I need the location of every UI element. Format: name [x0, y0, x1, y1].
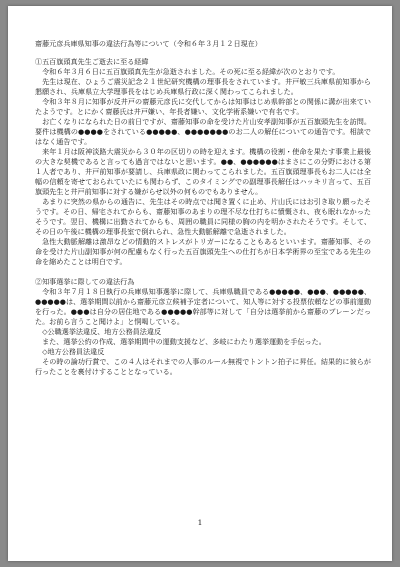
law-violation-heading-1: ◇公職選挙法違反、地方公務員法違反	[42, 327, 162, 336]
section-1-paragraph: あまりに突然の県からの通告に、先生はその時点では聞き置くに止め、片山氏にはお引き取り願ったそうです。その日、帰宅されてからも、齋藤知事のあまりの理不尽な仕打ちに憤慨され、夜も眠れなかったそうです。翌日、機構に出勤されてからも、周囲の職員に同様の胸の内を明かされたそうです。そして、その日の午後に機構の理事長室で倒れられ、急性大動脈解離で急逝されました。	[35, 197, 371, 236]
section-1-paragraph: 令和３年８月に知事が反井戸の齋藤元彦氏に交代してからは知事はじめ県幹部との関係に溝が出来ていたようです。とにかく齋藤氏は井戸嫌い、年長者嫌い、文化学術系嫌いで有名です。	[35, 97, 371, 116]
section-1-paragraph: お亡くなりになられた日の前日ですが、齋藤知事の命を受けた片山安孝副知事が五百旗頭先生を訪問。要件は機構の●●●●をされている●●●●●、●●●●●●●のお二人の解任についての通告です。相談ではなく通告です。	[35, 117, 371, 146]
section-1-paragraph: 来年１月は阪神淡路大震災から３０年の区切りの時を迎えます。機構の役割・使命を果たす事業上最後の大きな契機であると言っても過言ではないと思います。●●、●●●●●●はまさにこの分野における第１人者であり、井戸前知事が要請し、兵庫県政に関わってこられました。五百旗頭理事長もお二人には全幅の信頼を寄せておられていたにも関わらず、このタイミングでの副理事長解任はハッキリ言って、五百旗頭先生と井戸前知事に対する嫌がらせ以外の何ものでもありません。	[35, 147, 371, 196]
section-2-heading: ②知事選挙に際しての違法行為	[35, 277, 135, 286]
section-gap	[35, 267, 371, 277]
section-1-paragraph: 令和６年３月６日に五百旗頭真先生が急逝されました。その死に至る経緯が次のとおりです。	[42, 67, 340, 76]
section-2-paragraph: 令和３年７月１８日執行の兵庫県知事選挙に際して、兵庫県職員である●●●●●、●●●、●●●●●、●●●●●は、選挙期間以前から齋藤元彦立候補予定者について、知人等に対する投票依頼などの事前運動を行った。●●●は自分の居住地である●●●●●幹部等に対して「自分は選挙前から齋藤のブレーンだった。お前ら言うこと聞けよ」と恫喝している。	[35, 287, 371, 326]
document-title: 齋藤元彦兵庫県知事の違法行為等について（令和６年３月１２日現在）	[35, 39, 262, 48]
section-1-heading: ①五百旗頭真先生ご逝去に至る経緯	[35, 57, 149, 66]
section-1-paragraph: 急性大動脈解離は激昂などの情動的ストレスがトリガーになることもあるといいます。齋藤知事、その命を受けた片山副知事が何の配慮もなく行った五百旗頭先生への仕打ちが日本学術界の至宝である先生の命を縮めたことは明白です。	[35, 237, 371, 266]
section-2-paragraph: また、選挙公約の作成、選挙期間中の運動支援など、多岐にわたり選挙運動を手伝った。	[42, 337, 326, 346]
document-body	[35, 39, 371, 377]
document-page	[8, 6, 392, 561]
section-2-paragraph: その時の論功行賞で、この４人はそれまでの人事のルール無視でトントン拍子に昇任。結果的に彼らが行ったことを裏付けすることとなっている。	[35, 357, 371, 376]
page-number: 1	[197, 518, 203, 527]
law-violation-heading-2: ◇地方公務員法違反	[42, 347, 105, 356]
section-1-paragraph: 先生は現在、ひょうご震災記念２１世紀研究機構の理事長をされています。井戸敏三兵庫県前知事から懇願され、兵庫県立大学理事長をはじめ兵庫県行政に深く関わってこられました。	[35, 77, 371, 96]
